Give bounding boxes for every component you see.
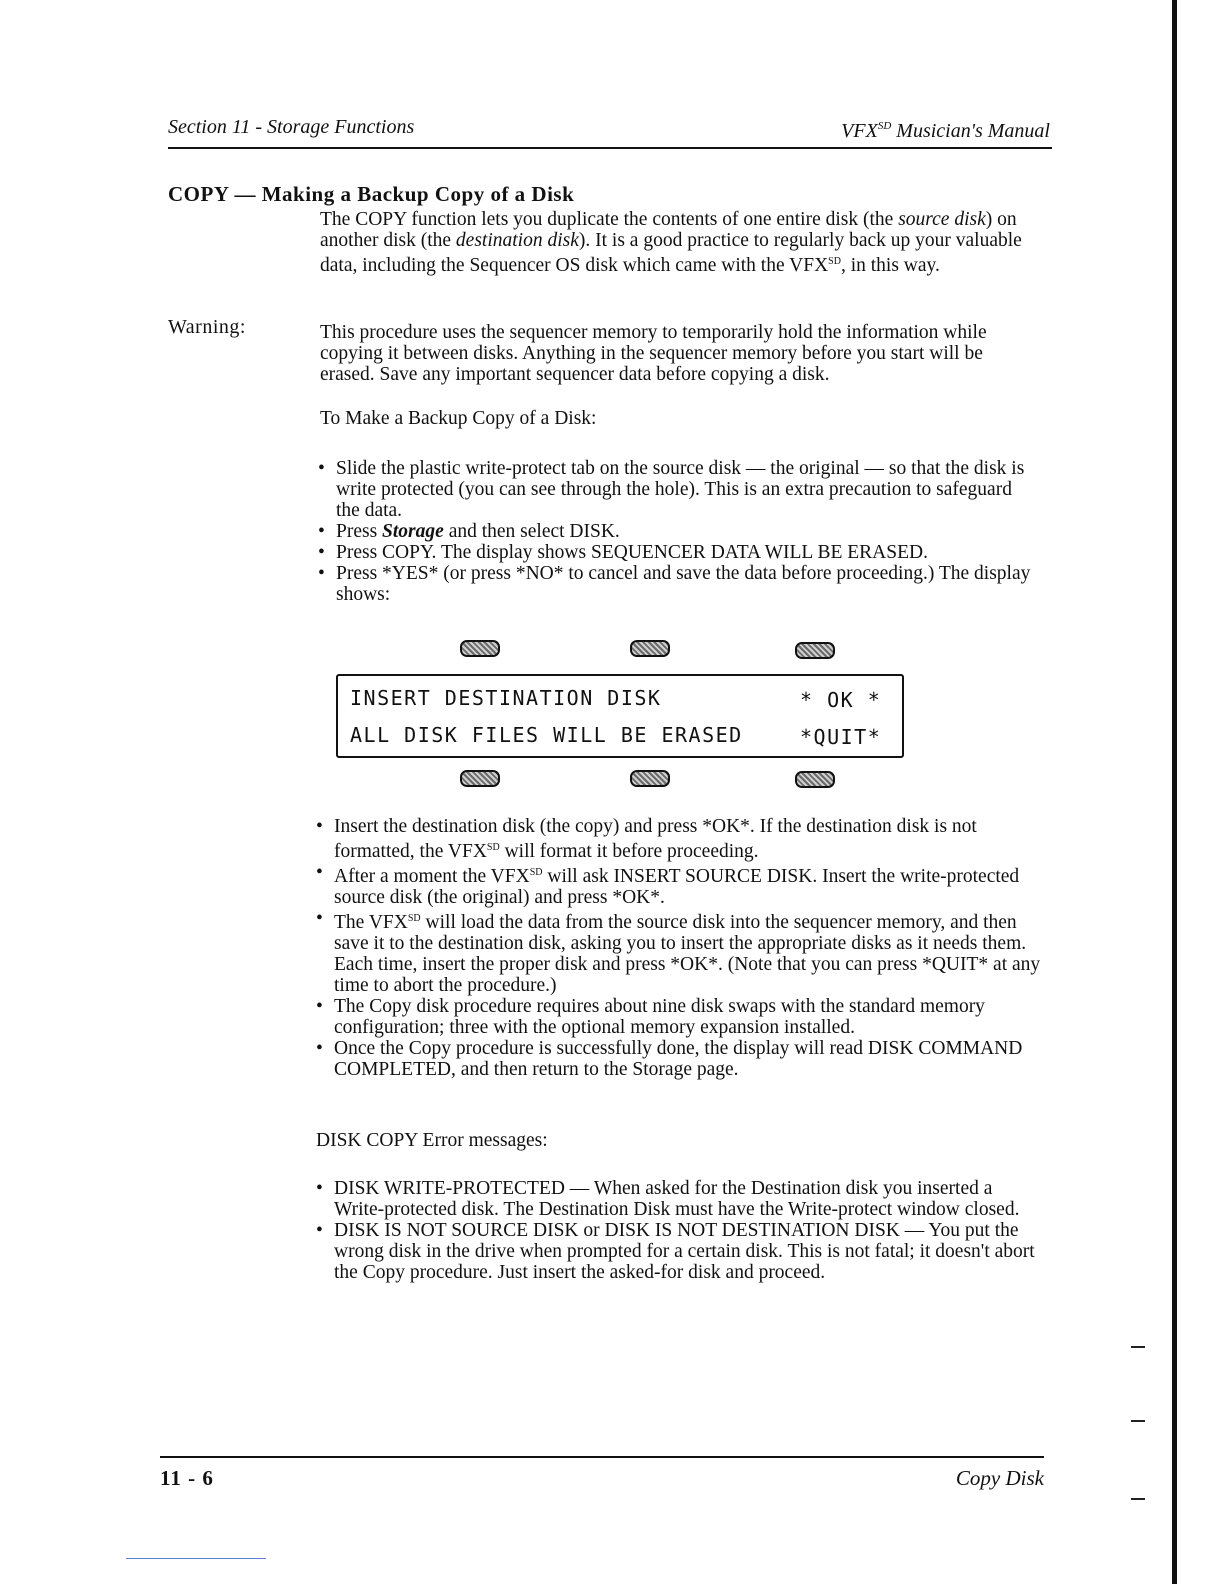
lcd-ok-label: * OK *	[800, 688, 882, 712]
steps-list-continued	[316, 816, 1046, 1080]
soft-button-bottom-left[interactable]	[460, 770, 500, 787]
list-item: • DISK WRITE-PROTECTED — When asked for the Destination disk you inserted a Write-protected disk. The Destination Disk must have the Write-protect window closed.	[316, 1178, 1046, 1220]
list-item: • The Copy disk procedure requires about nine disk swaps with the standard memory configuration; three with the optional memory expansion installed.	[316, 996, 1046, 1038]
list-item: • Once the Copy procedure is successfully done, the display will read DISK COMMAND COMPLETED, and then return to the Storage page.	[316, 1038, 1046, 1080]
list-item: • Insert the destination disk (the copy) and press *OK*. If the destination disk is not formatted, the $VFX^{SD}$ will format it before proceeding.	[316, 816, 1046, 862]
header-manual-title: $VFX^{SD}$ Musician's Manual	[841, 120, 1050, 142]
footer-rule	[160, 1456, 1044, 1458]
warning-text: This procedure uses the sequencer memory to temporarily hold the information while copying it between disks. Anything in the sequencer memory before you start will be erased. Save any important sequencer data before copying a disk.	[320, 322, 987, 385]
margin-tick	[1131, 1346, 1145, 1348]
lcd-display	[336, 674, 904, 758]
margin-tick	[1131, 1498, 1145, 1500]
soft-button-top-right[interactable]	[795, 642, 835, 659]
soft-button-bottom-middle[interactable]	[630, 770, 670, 787]
footer-page-number: 11 - 6	[160, 1466, 214, 1490]
soft-button-top-left[interactable]	[460, 640, 500, 657]
intro-paragraph: The COPY function lets you duplicate the contents of one entire disk (the source disk) on another disk (the destination disk). It is a good practice to regularly back up your valuable data, including the Sequencer OS disk which came with the $VFX^{SD}$, in this way.	[320, 209, 1022, 276]
list-item: • Press *YES* (or press *NO* to cancel and save the data before proceeding.) The display shows:	[318, 563, 1034, 605]
list-item: • The $VFX^{SD}$ will load the data from the source disk into the sequencer memory, and then save it to the destination disk, asking you to insert the appropriate disks as it needs them. Each time, insert the proper disk and press *OK*. (Note that you can press *QUIT* at any time to abort the procedure.)	[316, 908, 1046, 996]
lcd-quit-label: *QUIT*	[800, 725, 882, 749]
warning-label: Warning:	[168, 316, 246, 338]
margin-tick	[1131, 1420, 1145, 1422]
soft-button-top-middle[interactable]	[630, 640, 670, 657]
section-heading: COPY — Making a Backup Copy of a Disk	[168, 182, 575, 206]
steps-list	[318, 458, 1034, 605]
list-item: • Press Storage and then select DISK.	[318, 521, 1034, 542]
list-item: • After a moment the $VFX^{SD}$ will ask INSERT SOURCE DISK. Insert the write-protected source disk (the original) and press *OK*.	[316, 862, 1046, 908]
lcd-line-2: ALL DISK FILES WILL BE ERASED	[350, 723, 743, 747]
header-section-title: Section 11 - Storage Functions	[168, 116, 415, 138]
howto-title: To Make a Backup Copy of a Disk:	[320, 408, 597, 429]
soft-button-bottom-right[interactable]	[795, 771, 835, 788]
list-item: • Press COPY. The display shows SEQUENCER DATA WILL BE ERASED.	[318, 542, 1034, 563]
errors-list	[316, 1178, 1046, 1283]
header-rule	[168, 147, 1052, 149]
list-item: • DISK IS NOT SOURCE DISK or DISK IS NOT DESTINATION DISK — You put the wrong disk in the drive when prompted for a certain disk. This is not fatal; it doesn't abort the Copy procedure. Just insert the asked-for disk and proceed.	[316, 1220, 1046, 1283]
errors-title: DISK COPY Error messages:	[316, 1130, 548, 1151]
footer-title: Copy Disk	[955, 1466, 1044, 1490]
scan-artifact-line	[126, 1558, 266, 1559]
page-edge-rule	[1172, 0, 1177, 1584]
lcd-line-1: INSERT DESTINATION DISK	[350, 686, 662, 710]
list-item: • Slide the plastic write-protect tab on the source disk — the original — so that the disk is write protected (you can see through the hole). This is an extra precaution to safeguard the data.	[318, 458, 1034, 521]
